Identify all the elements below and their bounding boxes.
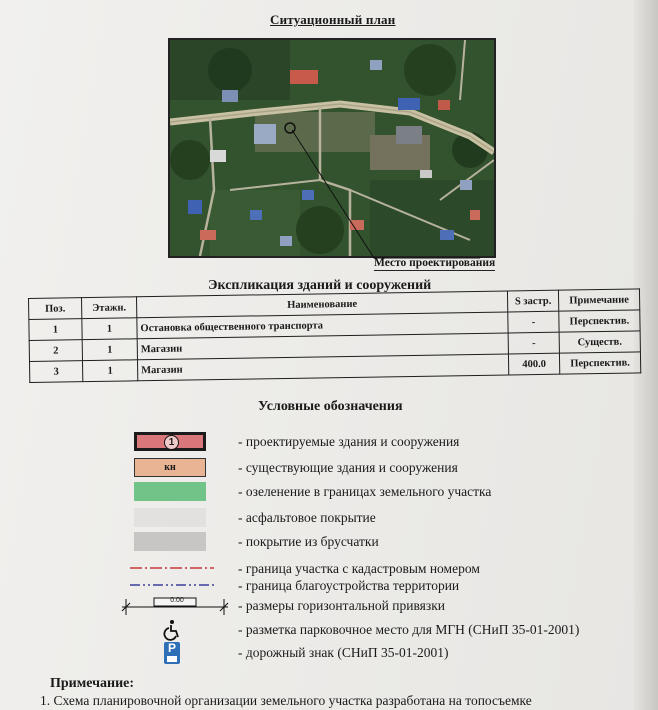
cell-note: Перспектив.	[559, 352, 640, 374]
legend-label: - асфальтовое покрытие	[238, 510, 376, 525]
legend-item-designed-buildings	[120, 432, 640, 454]
legend-item-paving-stone	[120, 532, 640, 554]
legend-item-road-sign	[120, 642, 640, 664]
note-text: 1. Схема планировочной организации земельного участка разработана на топосъемке	[40, 693, 532, 708]
cell-note: Перспектив.	[559, 310, 640, 332]
note-title: Примечание:	[50, 676, 135, 691]
parking-sign-icon	[164, 642, 180, 664]
dimension-value: 0.00	[170, 597, 184, 604]
designed-building-swatch	[134, 432, 206, 451]
legend-label: - проектируемые здания и сооружения	[238, 434, 460, 449]
cell-name: Магазин	[137, 333, 508, 360]
cell-floors: 1	[82, 360, 137, 382]
legend-label: - существующие здания и сооружения	[238, 460, 458, 475]
legend-item-greenery	[120, 482, 640, 504]
situation-plan-title: Ситуационный план	[270, 12, 396, 27]
header-area: S застр.	[507, 290, 558, 312]
parking-sign-plate	[167, 656, 177, 662]
legend-label: - граница благоустройства территории	[238, 578, 460, 593]
cell-note: Существ.	[559, 331, 640, 353]
legend-label: - дорожный знак (СНиП 35-01-2001)	[238, 645, 449, 660]
legend-label: - покрытие из брусчатки	[238, 534, 379, 549]
site-label: Место проектирования	[374, 257, 496, 269]
legend-label: - размеры горизонтальной привязки	[238, 598, 446, 613]
wheelchair-icon	[162, 619, 182, 641]
paving-stone-swatch	[134, 532, 206, 551]
legend-label: - граница участка с кадастровым номером	[238, 561, 480, 576]
position-number-badge: 1	[164, 435, 179, 450]
existing-building-swatch	[134, 458, 206, 477]
landscaping-boundary-line-icon	[130, 580, 214, 590]
header-note: Примечание	[558, 289, 639, 311]
site-callout-leader	[292, 130, 482, 270]
greenery-swatch	[134, 482, 206, 501]
legend-label: - озеленение в границах земельного участка	[238, 484, 492, 499]
header-pos: Поз.	[29, 298, 82, 320]
explication-title: Экспликация зданий и сооружений	[208, 278, 432, 293]
explication-table	[28, 288, 641, 383]
cell-floors: 1	[82, 339, 137, 361]
asphalt-swatch	[134, 508, 206, 527]
cell-area: 400.0	[508, 353, 559, 375]
legend-item-disabled-parking	[120, 619, 640, 641]
header-name: Наименование	[136, 291, 507, 318]
cell-area: -	[508, 311, 559, 333]
existing-building-code: кн	[164, 462, 176, 473]
legend-title: Условные обозначения	[258, 399, 403, 414]
legend-item-asphalt	[120, 508, 640, 530]
header-floors: Этажн.	[82, 297, 137, 319]
cell-area: -	[508, 332, 559, 354]
cell-pos: 2	[29, 340, 82, 362]
cell-pos: 3	[29, 361, 82, 383]
cell-name: Остановка общественного транспорта	[137, 312, 508, 339]
legend-item-existing-buildings	[120, 458, 640, 480]
cell-pos: 1	[29, 319, 82, 341]
parking-sign-letter: P	[167, 641, 176, 655]
legend-label: - разметка парковочное место для МГН (СНиП 35-01-2001)	[238, 622, 580, 637]
cell-name: Магазин	[137, 354, 508, 381]
cadastral-boundary-line-icon	[130, 563, 214, 573]
legend-item-dimensions	[120, 595, 640, 617]
cell-floors: 1	[82, 318, 137, 340]
